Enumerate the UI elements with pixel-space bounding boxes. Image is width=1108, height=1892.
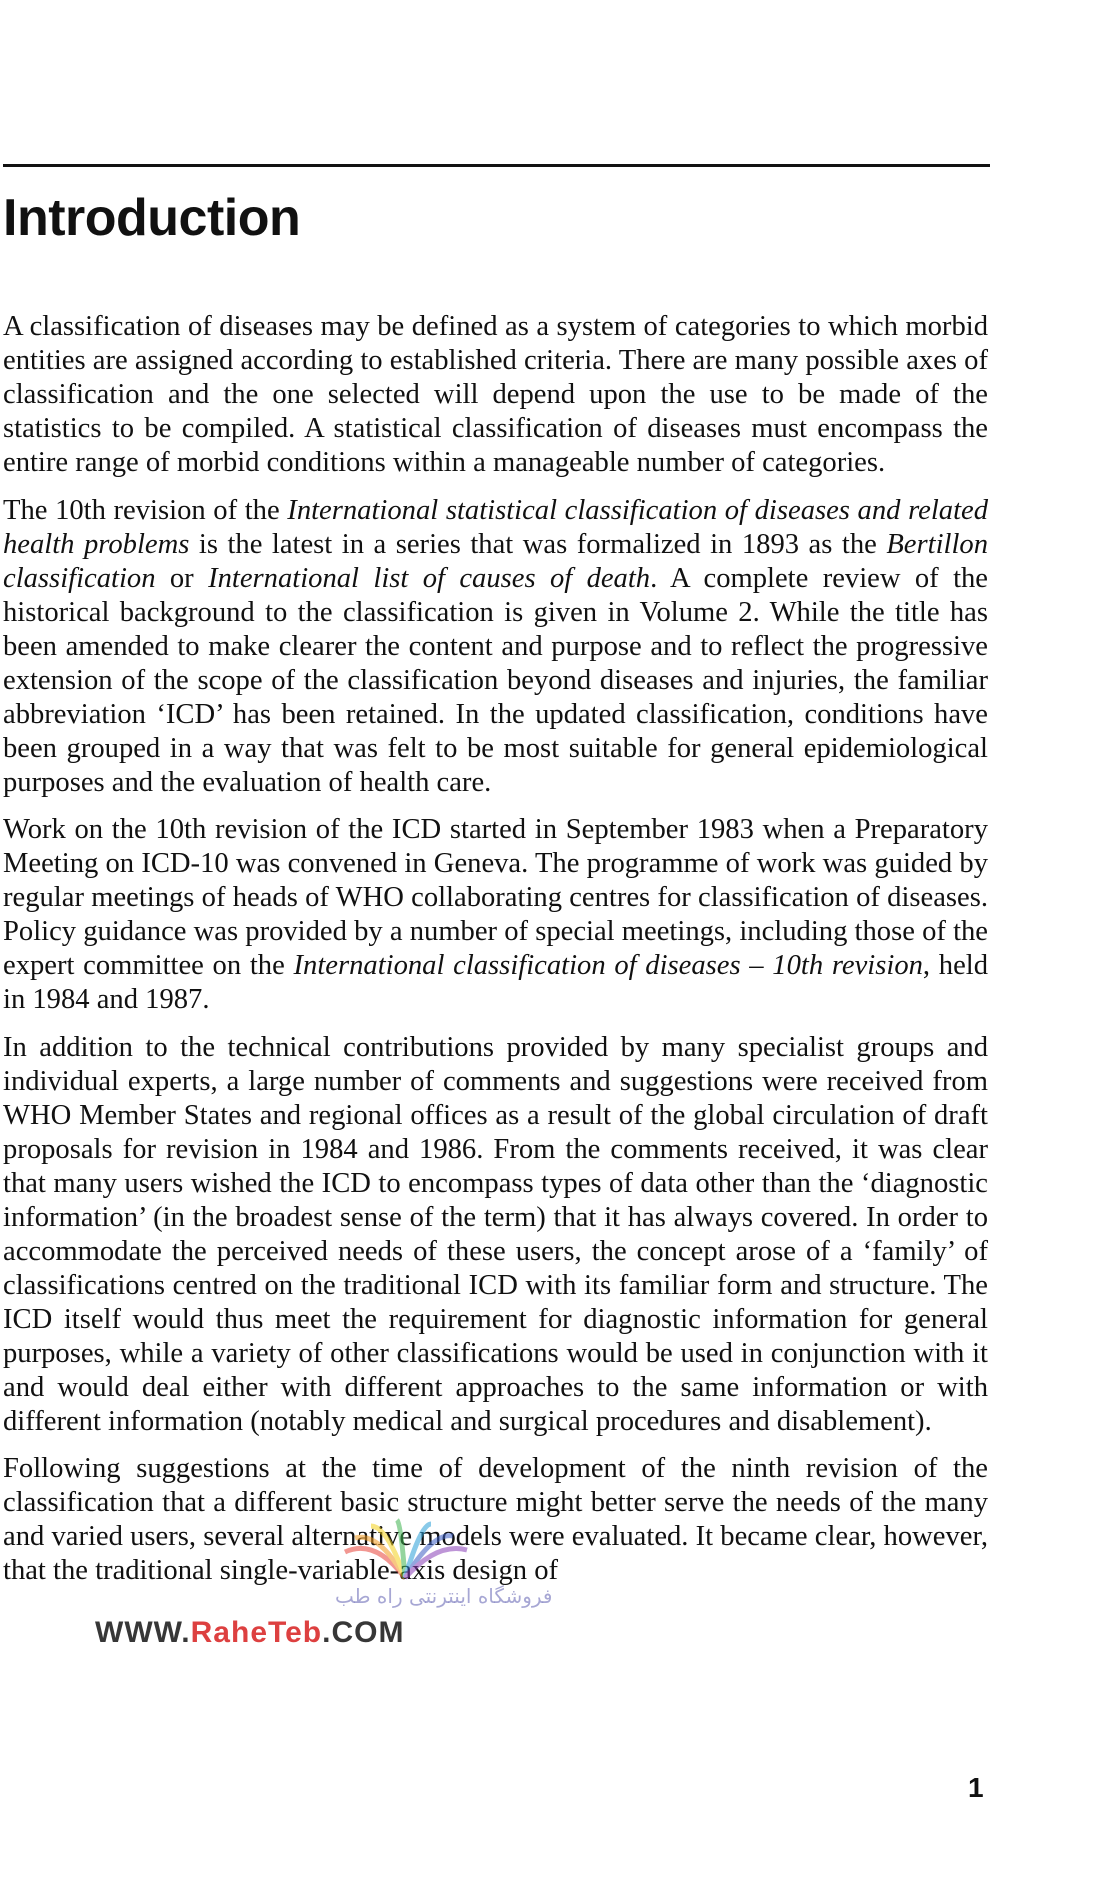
paragraph-text: The 10th revision of the xyxy=(3,494,288,526)
watermark-site-prefix: WWW. xyxy=(95,1616,191,1649)
page-number: 1 xyxy=(968,1772,984,1803)
paragraph-text: Work on the 10th revision of the ICD started in September 1983 when a Preparatory Meeting on ICD-10 was convened in Geneva. The programme of work was guided by regular meetings of heads of WHO collaborating centres for classification of diseases. Policy guidance was provided by a number of special meetings, including those of the expert committee on the xyxy=(3,814,988,981)
paragraph-text: or xyxy=(155,562,209,594)
body-text xyxy=(3,310,988,1602)
body-paragraph xyxy=(3,1031,988,1439)
watermark-site xyxy=(95,1616,404,1650)
paragraph-text: . A complete review of the historical background to the classification is given in Volume 2. While the title has been amended to make clearer the content and purpose and to reflect the progressive extension of the scope of the classification beyond diseases and injuries, the familiar abbreviation ‘ICD’ has been retained. In the updated classification, conditions have been grouped in a way that was felt to be most suitable for general epidemiological purposes and the evaluation of health care. xyxy=(3,562,989,798)
body-paragraph xyxy=(3,494,988,800)
paragraph-text: Following suggestions at the time of development of the ninth revision of the classification that a different basic structure might better serve the needs of the many and varied users, several alternative models were evaluated. It became clear, however, that the traditional single-variable-axis design of xyxy=(3,1453,988,1586)
italic-title-text: International list of causes of death xyxy=(208,562,651,594)
body-paragraph xyxy=(3,310,988,480)
watermark-site-name: RaheTeb xyxy=(190,1616,323,1649)
italic-title-text: International statistical classification of diseases and related health problems xyxy=(3,494,989,560)
paragraph-text: A classification of diseases may be defined as a system of categories to which morbid entities are assigned according to established criteria. There are many possible axes of classification and the one selected will depend upon the use to be made of the statistics to be compiled. A statistical classification of diseases must encompass the entire range of morbid conditions within a manageable number of categories. xyxy=(3,311,988,478)
paragraph-text: is the latest in a series that was formalized in 1893 as the xyxy=(189,528,887,560)
italic-title-text: International classification of diseases – 10th revision xyxy=(293,950,923,981)
paragraph-text: , held in 1984 and 1987. xyxy=(3,950,989,1015)
body-paragraph xyxy=(3,1452,988,1588)
page-title: Introduction xyxy=(3,189,301,247)
body-paragraph xyxy=(3,813,988,1017)
watermark-site-suffix: .COM xyxy=(322,1616,405,1649)
header-rule xyxy=(3,164,990,167)
paragraph-text: In addition to the technical contributions provided by many specialist groups and individual experts, a large number of comments and suggestions were received from WHO Member States and regional offices as a result of the global circulation of draft proposals for revision in 1984 and 1986. From the comments received, it was clear that many users wished the ICD to encompass types of data other than the ‘diagnostic information’ (in the broadest sense of the term) that it has always covered. In order to accommodate the perceived needs of these users, the concept arose of a ‘family’ of classifications centred on the traditional ICD with its familiar form and structure. The ICD itself would thus meet the requirement for diagnostic information for general purposes, while a variety of other classifications would be used in conjunction with it and would deal either with different approaches to the same information or with different information (notably medical and surgical procedures and disablement). xyxy=(3,1031,988,1437)
italic-title-text: Bertillon classification xyxy=(3,528,988,594)
watermark-persian-text: فروشگاه اینترنتی راه طب xyxy=(335,1584,553,1608)
